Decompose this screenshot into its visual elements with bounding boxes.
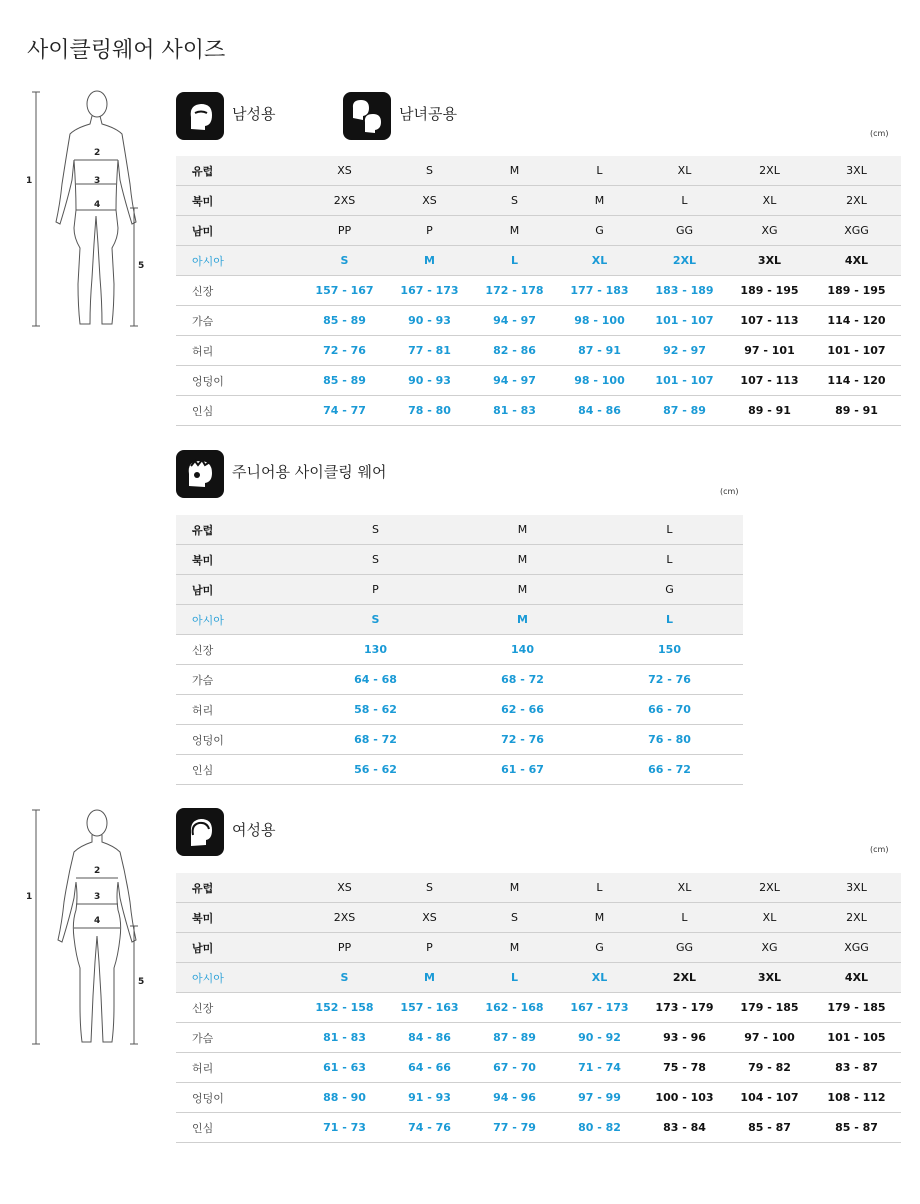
table-cell: L <box>596 545 743 575</box>
table-cell: 90 - 93 <box>387 306 472 336</box>
table-cell: 3XL <box>727 963 812 993</box>
table-cell: 94 - 97 <box>472 306 557 336</box>
table-cell: 72 - 76 <box>302 336 387 366</box>
table-cell: S <box>387 873 472 903</box>
junior-head-icon <box>176 450 224 498</box>
row-label: 남미 <box>176 575 302 605</box>
table-cell: 98 - 100 <box>557 306 642 336</box>
table-cell: 107 - 113 <box>727 366 812 396</box>
table-row <box>176 933 901 963</box>
table-cell: L <box>596 605 743 635</box>
table-row <box>176 246 901 276</box>
table-cell: 91 - 93 <box>387 1083 472 1113</box>
measure-label-5: 5 <box>138 261 145 271</box>
table-cell: 2XL <box>812 903 901 933</box>
table-row <box>176 993 901 1023</box>
male-head-icon <box>176 92 224 140</box>
table-cell: 78 - 80 <box>387 396 472 426</box>
row-label: 북미 <box>176 545 302 575</box>
table-cell: 2XL <box>642 246 727 276</box>
table-cell: M <box>449 575 596 605</box>
measure-label-1: 1 <box>26 892 33 902</box>
row-label: 신장 <box>176 276 302 306</box>
table-cell: XGG <box>812 216 901 246</box>
row-label: 유럽 <box>176 156 302 186</box>
table-cell: 77 - 79 <box>472 1113 557 1143</box>
row-label: 남미 <box>176 933 302 963</box>
table-cell: 97 - 101 <box>727 336 812 366</box>
table-cell: 87 - 89 <box>642 396 727 426</box>
row-label: 인심 <box>176 755 302 785</box>
table-cell: 83 - 87 <box>812 1053 901 1083</box>
row-label: 허리 <box>176 1053 302 1083</box>
row-label: 가슴 <box>176 1023 302 1053</box>
table-cell: L <box>557 873 642 903</box>
table-cell: 97 - 100 <box>727 1023 812 1053</box>
row-label: 아시아 <box>176 246 302 276</box>
male-body-figure <box>22 88 162 333</box>
table-cell: XS <box>302 156 387 186</box>
row-label: 아시아 <box>176 963 302 993</box>
table-cell: 68 - 72 <box>449 665 596 695</box>
women-label: 여성용 <box>232 821 276 839</box>
row-label: 엉덩이 <box>176 1083 302 1113</box>
table-cell: 72 - 76 <box>449 725 596 755</box>
table-cell: 62 - 66 <box>449 695 596 725</box>
table-cell: 2XL <box>812 186 901 216</box>
row-label: 신장 <box>176 635 302 665</box>
row-label: 인심 <box>176 396 302 426</box>
table-cell: 183 - 189 <box>642 276 727 306</box>
table-cell: L <box>642 903 727 933</box>
table-cell: 3XL <box>727 246 812 276</box>
table-cell: 101 - 105 <box>812 1023 901 1053</box>
table-cell: 94 - 97 <box>472 366 557 396</box>
table-row <box>176 695 743 725</box>
table-cell: 72 - 76 <box>596 665 743 695</box>
table-row <box>176 963 901 993</box>
table-cell: 89 - 91 <box>812 396 901 426</box>
table-cell: 81 - 83 <box>472 396 557 426</box>
table-cell: 97 - 99 <box>557 1083 642 1113</box>
table-cell: 84 - 86 <box>557 396 642 426</box>
table-cell: 157 - 167 <box>302 276 387 306</box>
unisex-heads-icon <box>343 92 391 140</box>
table-cell: 61 - 63 <box>302 1053 387 1083</box>
table-cell: 104 - 107 <box>727 1083 812 1113</box>
table-cell: 179 - 185 <box>727 993 812 1023</box>
measure-label-2: 2 <box>94 866 101 876</box>
table-cell: 85 - 87 <box>812 1113 901 1143</box>
table-cell: PP <box>302 216 387 246</box>
table-row <box>176 366 901 396</box>
row-label: 유럽 <box>176 515 302 545</box>
table-cell: 2XS <box>302 186 387 216</box>
table-cell: 2XL <box>642 963 727 993</box>
unisex-label: 남녀공용 <box>399 105 457 123</box>
table-cell: 3XL <box>812 873 901 903</box>
table-cell: XS <box>387 903 472 933</box>
table-cell: M <box>387 246 472 276</box>
table-cell: 177 - 183 <box>557 276 642 306</box>
table-cell: 2XL <box>727 156 812 186</box>
table-cell: 92 - 97 <box>642 336 727 366</box>
table-cell: 189 - 195 <box>727 276 812 306</box>
table-row <box>176 1053 901 1083</box>
table-cell: 94 - 96 <box>472 1083 557 1113</box>
men-section-header <box>176 92 275 140</box>
measure-label-4: 4 <box>94 200 101 210</box>
table-row <box>176 725 743 755</box>
table-row <box>176 515 743 545</box>
table-row <box>176 903 901 933</box>
table-row <box>176 1113 901 1143</box>
junior-unit: (cm) <box>720 487 739 496</box>
table-cell: 79 - 82 <box>727 1053 812 1083</box>
men-size-table <box>176 156 901 426</box>
table-cell: M <box>449 605 596 635</box>
table-cell: 100 - 103 <box>642 1083 727 1113</box>
unisex-section-header <box>343 92 457 140</box>
table-cell: 90 - 93 <box>387 366 472 396</box>
table-cell: 189 - 195 <box>812 276 901 306</box>
table-cell: XL <box>642 873 727 903</box>
table-cell: 101 - 107 <box>812 336 901 366</box>
table-cell: L <box>642 186 727 216</box>
table-row <box>176 873 901 903</box>
women-unit: (cm) <box>870 845 889 854</box>
junior-label: 주니어용 사이클링 웨어 <box>232 463 387 481</box>
row-label: 인심 <box>176 1113 302 1143</box>
row-label: 엉덩이 <box>176 366 302 396</box>
junior-size-table <box>176 515 743 785</box>
table-cell: S <box>302 605 449 635</box>
table-cell: S <box>472 903 557 933</box>
table-cell: L <box>472 246 557 276</box>
row-label: 허리 <box>176 336 302 366</box>
table-row <box>176 605 743 635</box>
table-cell: 56 - 62 <box>302 755 449 785</box>
junior-section-header <box>176 450 386 498</box>
table-cell: 76 - 80 <box>596 725 743 755</box>
table-cell: 114 - 120 <box>812 306 901 336</box>
table-cell: XG <box>727 216 812 246</box>
table-row <box>176 635 743 665</box>
table-cell: S <box>302 246 387 276</box>
table-cell: M <box>387 963 472 993</box>
table-cell: 2XS <box>302 903 387 933</box>
table-cell: L <box>596 515 743 545</box>
table-cell: XL <box>727 903 812 933</box>
female-body-figure <box>22 806 162 1051</box>
table-row <box>176 755 743 785</box>
table-cell: GG <box>642 933 727 963</box>
table-cell: S <box>387 156 472 186</box>
table-cell: XS <box>387 186 472 216</box>
table-cell: M <box>449 515 596 545</box>
men-label: 남성용 <box>232 105 276 123</box>
row-label: 북미 <box>176 903 302 933</box>
table-cell: 87 - 89 <box>472 1023 557 1053</box>
table-row <box>176 216 901 246</box>
measure-label-4: 4 <box>94 916 101 926</box>
table-cell: XL <box>557 246 642 276</box>
table-cell: M <box>472 933 557 963</box>
table-cell: S <box>472 186 557 216</box>
table-cell: XG <box>727 933 812 963</box>
table-row <box>176 1023 901 1053</box>
table-row <box>176 276 901 306</box>
table-cell: 107 - 113 <box>727 306 812 336</box>
table-cell: 74 - 77 <box>302 396 387 426</box>
table-cell: XL <box>557 963 642 993</box>
table-cell: 101 - 107 <box>642 306 727 336</box>
table-cell: XGG <box>812 933 901 963</box>
table-cell: M <box>557 903 642 933</box>
table-cell: P <box>387 933 472 963</box>
table-cell: 71 - 73 <box>302 1113 387 1143</box>
measure-label-5: 5 <box>138 977 145 987</box>
table-cell: 2XL <box>727 873 812 903</box>
table-cell: 4XL <box>812 246 901 276</box>
table-cell: 80 - 82 <box>557 1113 642 1143</box>
table-cell: 157 - 163 <box>387 993 472 1023</box>
table-row <box>176 156 901 186</box>
table-row <box>176 665 743 695</box>
table-cell: 101 - 107 <box>642 366 727 396</box>
table-cell: 75 - 78 <box>642 1053 727 1083</box>
table-cell: 173 - 179 <box>642 993 727 1023</box>
table-cell: PP <box>302 933 387 963</box>
table-row <box>176 306 901 336</box>
women-size-table <box>176 873 901 1143</box>
table-cell: S <box>302 545 449 575</box>
row-label: 유럽 <box>176 873 302 903</box>
table-cell: P <box>302 575 449 605</box>
measure-label-2: 2 <box>94 148 101 158</box>
table-cell: S <box>302 515 449 545</box>
table-row <box>176 336 901 366</box>
table-cell: 77 - 81 <box>387 336 472 366</box>
table-cell: G <box>557 933 642 963</box>
table-cell: 68 - 72 <box>302 725 449 755</box>
table-cell: 64 - 68 <box>302 665 449 695</box>
table-cell: 66 - 72 <box>596 755 743 785</box>
table-cell: 71 - 74 <box>557 1053 642 1083</box>
table-row <box>176 545 743 575</box>
table-cell: XS <box>302 873 387 903</box>
table-cell: 130 <box>302 635 449 665</box>
table-cell: GG <box>642 216 727 246</box>
table-cell: G <box>596 575 743 605</box>
row-label: 북미 <box>176 186 302 216</box>
table-cell: M <box>449 545 596 575</box>
table-cell: M <box>472 216 557 246</box>
table-cell: 4XL <box>812 963 901 993</box>
table-cell: M <box>472 156 557 186</box>
row-label: 허리 <box>176 695 302 725</box>
table-cell: 83 - 84 <box>642 1113 727 1143</box>
table-cell: M <box>472 873 557 903</box>
men-unit: (cm) <box>870 129 889 138</box>
table-cell: S <box>302 963 387 993</box>
table-cell: 61 - 67 <box>449 755 596 785</box>
table-cell: 81 - 83 <box>302 1023 387 1053</box>
table-cell: 114 - 120 <box>812 366 901 396</box>
measure-label-1: 1 <box>26 176 33 186</box>
table-cell: XL <box>727 186 812 216</box>
table-cell: 85 - 87 <box>727 1113 812 1143</box>
table-cell: 64 - 66 <box>387 1053 472 1083</box>
page-title: 사이클링웨어 사이즈 <box>27 38 226 63</box>
table-cell: 90 - 92 <box>557 1023 642 1053</box>
table-cell: 172 - 178 <box>472 276 557 306</box>
table-row <box>176 1083 901 1113</box>
measure-label-3: 3 <box>94 176 101 186</box>
table-cell: L <box>472 963 557 993</box>
table-cell: 87 - 91 <box>557 336 642 366</box>
table-cell: 66 - 70 <box>596 695 743 725</box>
table-row <box>176 396 901 426</box>
table-cell: 162 - 168 <box>472 993 557 1023</box>
row-label: 아시아 <box>176 605 302 635</box>
table-cell: P <box>387 216 472 246</box>
table-cell: 150 <box>596 635 743 665</box>
table-cell: 82 - 86 <box>472 336 557 366</box>
table-cell: 88 - 90 <box>302 1083 387 1113</box>
table-cell: 167 - 173 <box>387 276 472 306</box>
row-label: 가슴 <box>176 665 302 695</box>
table-cell: 58 - 62 <box>302 695 449 725</box>
row-label: 가슴 <box>176 306 302 336</box>
table-cell: 67 - 70 <box>472 1053 557 1083</box>
table-cell: 167 - 173 <box>557 993 642 1023</box>
female-head-icon <box>176 808 224 856</box>
measure-label-3: 3 <box>94 892 101 902</box>
table-cell: 140 <box>449 635 596 665</box>
table-cell: 85 - 89 <box>302 366 387 396</box>
table-cell: 93 - 96 <box>642 1023 727 1053</box>
table-cell: 3XL <box>812 156 901 186</box>
table-cell: 85 - 89 <box>302 306 387 336</box>
table-cell: 152 - 158 <box>302 993 387 1023</box>
row-label: 남미 <box>176 216 302 246</box>
table-cell: 108 - 112 <box>812 1083 901 1113</box>
row-label: 신장 <box>176 993 302 1023</box>
table-row <box>176 575 743 605</box>
row-label: 엉덩이 <box>176 725 302 755</box>
table-row <box>176 186 901 216</box>
table-cell: 74 - 76 <box>387 1113 472 1143</box>
table-cell: 84 - 86 <box>387 1023 472 1053</box>
women-section-header <box>176 808 275 856</box>
table-cell: 98 - 100 <box>557 366 642 396</box>
table-cell: M <box>557 186 642 216</box>
table-cell: 89 - 91 <box>727 396 812 426</box>
table-cell: XL <box>642 156 727 186</box>
table-cell: 179 - 185 <box>812 993 901 1023</box>
table-cell: L <box>557 156 642 186</box>
table-cell: G <box>557 216 642 246</box>
